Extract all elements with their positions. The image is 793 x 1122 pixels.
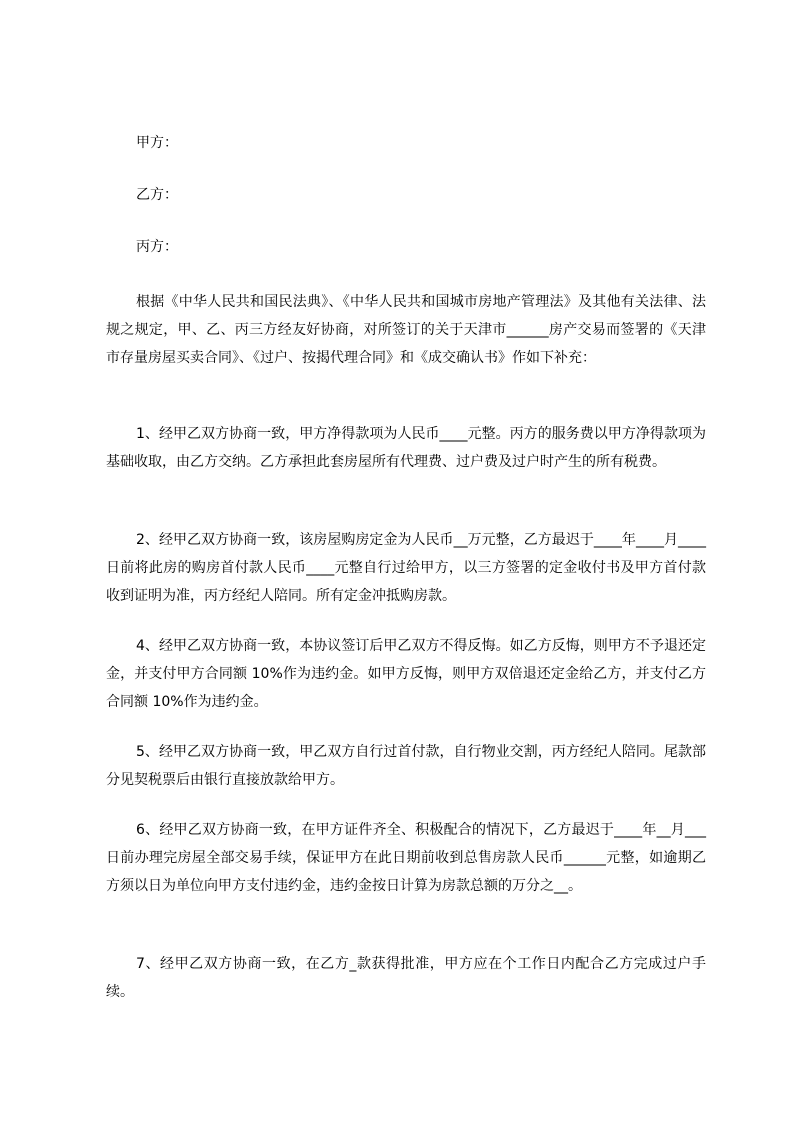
clause-6: 6、经甲乙双方协商一致，在甲方证件齐全、积极配合的情况下，乙方最迟于____年__月___日前办理完房屋全部交易手续，保证甲方在此日期前收到总售房款人民币______元整，如逾期乙方须以日为单位向甲方支付违约金，违约金按日计算为房款总额的万分之__。 xyxy=(106,822,706,894)
party-a-label: 甲方： xyxy=(136,135,178,151)
clause-7: 7、经甲乙双方协商一致，在乙方_款获得批准，甲方应在个工作日内配合乙方完成过户手续。 xyxy=(106,956,706,1000)
clause-1: 1、经甲乙双方协商一致，甲方净得款项为人民币____元整。丙方的服务费以甲方净得款项为基础收取，由乙方交纳。乙方承担此套房屋所有代理费、过户费及过户时产生的所有税费。 xyxy=(106,426,706,470)
clause-2: 2、经甲乙双方协商一致，该房屋购房定金为人民币__万元整，乙方最迟于____年____月____日前将此房的购房首付款人民币____元整自行过给甲方，以三方签署的定金收付书及甲方首付款收到证明为准，丙方经纪人陪同。所有定金冲抵购房款。 xyxy=(106,532,706,604)
intro-paragraph: 根据《中华人民共和国民法典》、《中华人民共和国城市房地产管理法》及其他有关法律、法规之规定，甲、乙、丙三方经友好协商，对所签订的关于天津市______房产交易而签署的《天津市存量房屋买卖合同》、《过户、按揭代理合同》和《成交确认书》作如下补充： xyxy=(106,294,706,366)
party-b-label: 乙方： xyxy=(136,187,178,203)
clause-4: 4、经甲乙双方协商一致，本协议签订后甲乙双方不得反悔。如乙方反悔，则甲方不予退还定金，并支付甲方合同额 10%作为违约金。如甲方反悔，则甲方双倍退还定金给乙方，并支付乙方合同额 10%作为违约金。 xyxy=(106,638,706,710)
party-c-label: 丙方： xyxy=(136,239,178,255)
clause-5: 5、经甲乙双方协商一致，甲乙双方自行过首付款，自行物业交割，丙方经纪人陪同。尾款部分见契税票后由银行直接放款给甲方。 xyxy=(106,744,706,788)
